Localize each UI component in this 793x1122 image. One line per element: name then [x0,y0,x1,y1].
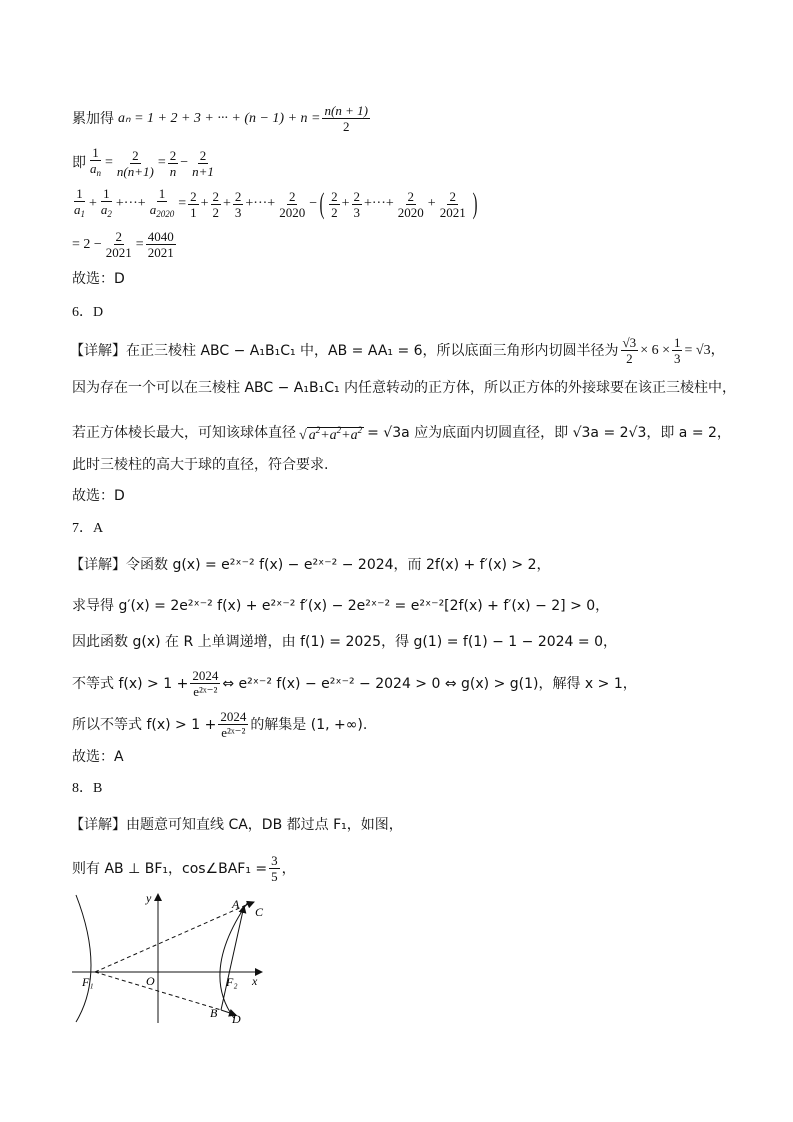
frac-2-2b: $\frac{2}{2}$ [331,188,338,220]
answer-q5: 故选：D [72,271,125,287]
hyperbola-right-branch [220,902,248,1018]
q6-l3-text: 若正方体棱长最大，可知该球体直径 [72,425,296,441]
frac-2024-e: $\frac{2024}{\text{e²ˣ⁻²}}$ [192,668,219,699]
q7-line-3: 因此函数 g(x) 在 R 上单调递增，由 f(1) = 2025，得 g(1) = f(1) − 1 − 2024 = 0， [72,634,617,650]
frac-2-2020b: $\frac{2}{2020}$ [397,188,424,220]
frac-1-a2: $\frac{1}{a_2}$ [100,186,112,219]
frac-2-1: $\frac{2}{1}$ [190,188,197,220]
q8-line-1 [70,815,403,835]
frac-2-3b: $\frac{2}{3}$ [353,188,360,220]
line-result [72,229,178,260]
frac-3-5: $\frac{3}{5}$ [271,853,278,884]
sqrt-a-sum: √ $a^2+a^2+a^2$ [299,425,363,443]
frac-2-2020: $\frac{2}{2020}$ [279,188,306,220]
detail-tag: 【详解】 [70,342,126,359]
dashed-line-f1-a [95,906,244,972]
q8-l1-text: 由题意可知直线 CA，DB 都过点 F₁，如图， [126,817,403,833]
segment-ac [244,902,254,906]
frac-1-3: $\frac{1}{3}$ [673,335,681,366]
label-c: C [255,905,264,919]
q7-l5-text: 所以不等式 f(x) > 1 + [72,716,217,733]
frac-sqrt3-2: $\frac{√3}{2}$ [622,335,637,366]
q8-l2-text: 则有 AB ⊥ BF₁，cos∠BAF₁ = [72,860,268,877]
answer-q6: 故选：D [72,488,125,504]
frac-1-over-an: $\frac{1}{a_n}$ [90,145,101,178]
line-sum [72,103,372,134]
frac-4040-2021: $\frac{4040}{2021}$ [147,229,174,260]
frac-2-3: $\frac{2}{3}$ [234,188,242,220]
frac-2-over-n: $\frac{2}{n}$ [169,147,177,179]
q6-line-4: 此时三棱柱的高大于球的直径，符合要求. [72,457,329,473]
label-f2: F₂ [226,975,238,989]
frac-1-a1: $\frac{1}{a_1}$ [74,186,85,219]
hyperbola-figure [66,890,276,1030]
frac-2-2: $\frac{2}{2}$ [212,188,219,220]
label-x: x [252,974,258,988]
label-f1: F₁ [82,975,94,989]
frac-den: 2 [342,119,350,134]
detail-tag: 【详解】 [70,817,126,833]
label-d: D [232,1012,241,1026]
question-7-heading: 7．A [72,521,104,536]
line-telescoping: $\frac{1}{a_1}$ + $\frac{1}{a_2}$ +···+ $\frac{1}{a_{2020}}$ = $\frac{2}{1}$ + $\frac{2}{2}$ + $\frac{2}{3}$ +···+ $\frac{2}{2020}$ − ( $\frac{2}{2}$ + $\frac{2}{3}$ +···+ $\frac{2}{2020}$ + $\frac{2}{2021}$ ) [74,186,478,220]
detail-tag: 【详解】 [70,557,126,573]
line-result-lead: = 2 − [72,236,102,252]
q7-l4-text: 不等式 f(x) > 1 + [72,675,189,692]
q7-l5-tail: 的解集是 (1, +∞). [250,716,368,733]
q6-line-3 [72,420,731,446]
q7-line-4 [72,668,637,699]
q7-l4-tail: ⇔ e²ˣ⁻² f(x) − e²ˣ⁻² − 2024 > 0 ⇔ g(x) > g(1)，解得 x > 1， [222,675,637,692]
line-sum-formula: aₙ = 1 + 2 + 3 + ··· + (n − 1) + n = [118,110,321,126]
question-8-heading: 8．B [72,781,103,796]
line-reciprocal-prefix: 即 [72,155,86,171]
q7-l1-text: 令函数 g(x) = e²ˣ⁻² f(x) − e²ˣ⁻² − 2024，而 2f(x) + f′(x) > 2， [126,557,551,573]
frac-num: n(n + 1) [324,103,368,118]
q7-line-5 [72,709,367,740]
q6-l1-text: 在正三棱柱 ABC − A₁B₁C₁ 中，AB = AA₁ = 6，所以底面三角形内切圆半径为 [126,342,619,359]
label-b: B [210,1006,218,1020]
q6-l1-end: = √3， [684,342,725,358]
hyperbola-left-branch [76,895,91,1022]
q7-line-1 [70,555,551,575]
q6-l3-tail: = √3a 应为底面内切圆直径，即 √3a = 2√3，即 a = 2， [367,425,731,441]
line-reciprocal: 即 $\frac{1}{a_n}$ = $\frac{2}{n(n+1)}$ = $\frac{2}{n}$ − $\frac{2}{n+1}$ [72,145,218,181]
label-a: A [232,897,240,911]
equals-sign: = [135,236,144,252]
q6-l1-mid: × 6 × [640,342,670,358]
q7-line-2: 求导得 g′(x) = 2e²ˣ⁻² f(x) + e²ˣ⁻² f′(x) − 2e²ˣ⁻² = e²ˣ⁻²[2f(x) + f′(x) − 2] > 0， [72,598,610,614]
q8-line-2 [72,853,296,884]
frac-2-2021: $\frac{2}{2021}$ [439,188,466,220]
label-o: O [146,974,155,988]
segment-ab [221,906,244,1010]
q6-line-2: 因为存在一个可以在三棱柱 ABC − A₁B₁C₁ 内任意转动的正方体，所以正方体的外接球要在该正三棱柱中， [72,380,737,396]
q8-l2-comma: ， [281,860,296,877]
frac-2-over-nn1: $\frac{2}{n(n+1)}$ [116,147,154,179]
frac-1-a2020: $\frac{1}{a_{2020}}$ [149,186,175,219]
line-sum-fraction [322,103,369,134]
answer-q7: 故选：A [72,749,124,765]
frac-2024-e-2: $\frac{2024}{\text{e²ˣ⁻²}}$ [220,709,247,740]
q6-line-1 [70,335,725,366]
label-y: y [146,891,152,905]
line-sum-prefix: 累加得 [72,110,114,127]
question-6-heading: 6．D [72,305,104,320]
frac-2-2021c: $\frac{2}{2021}$ [105,229,132,260]
frac-2-over-n1: $\frac{2}{n+1}$ [192,147,214,179]
